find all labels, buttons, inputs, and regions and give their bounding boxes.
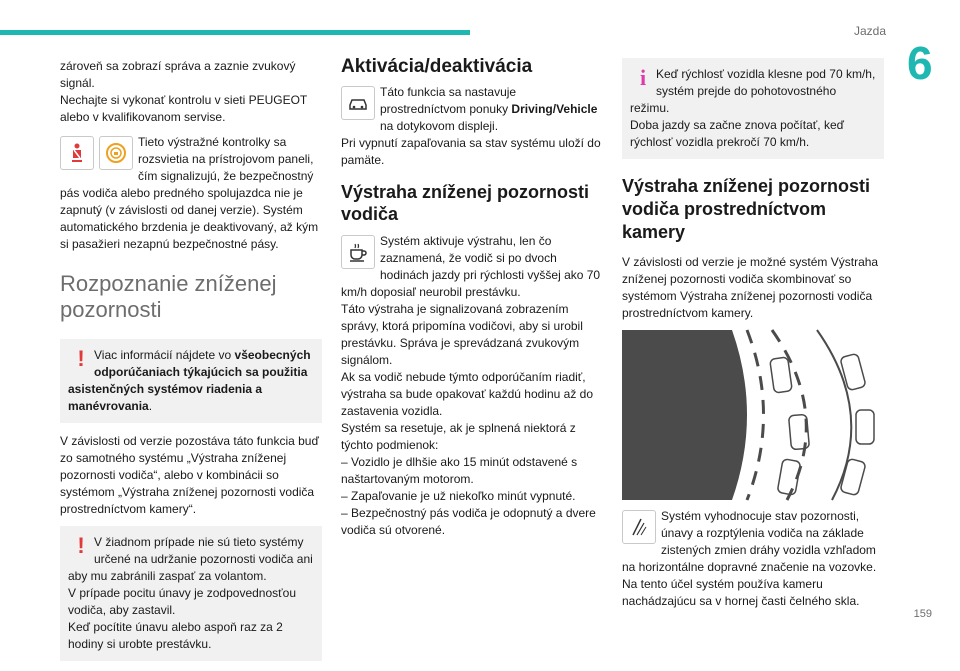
- paragraph: Systém vyhodnocuje stav pozornosti, únavy a rozptýlenia vodiča na základe zistených zmien dráhy vozidla vzhľadom na horizontálne dopravné značenie na vozovke.: [622, 509, 877, 574]
- note-text: V prípade pocitu únavy je zodpovednosťou vodiča, aby zastavil.: [68, 586, 296, 617]
- paragraph: Tieto výstražné kontrolky sa rozsvietia na prístrojovom paneli, čím signalizujú, že bezpečnostný pás vodiča alebo predného spolujazdca nie je zapnutý (v závislosti od danej verzie). Systém automatického brzdenia je deaktivovaný, až kým si pasažieri nezapnú bezpečnostné pásy.: [60, 135, 319, 251]
- coffee-cup-icon: [341, 235, 375, 269]
- paragraph: Táto funkcia sa nastavuje prostredníctvom ponuky Driving/Vehicle na dotykovom displeji.: [380, 85, 598, 133]
- warning-note: [60, 526, 322, 661]
- car-touchscreen-icon: [341, 86, 375, 120]
- section-title: Jazda: [853, 24, 886, 38]
- warning-note: [60, 339, 322, 423]
- road-illustration: [622, 330, 884, 500]
- note-text: Keď rýchlosť vozidla klesne pod 70 km/h, systém prejde do pohotovostného režimu.: [630, 67, 876, 115]
- section-heading: Rozpoznanie zníženej pozornosti: [60, 271, 277, 322]
- note-text: Viac informácií nájdete vo všeobecných odporúčaniach týkajúcich sa použitia asistenčných systémov riadenia a manévrovania.: [68, 348, 311, 413]
- touchscreen-paragraph: [341, 84, 603, 135]
- column-middle: [341, 56, 603, 539]
- paragraph: V závislosti od verzie je možné systém Výstraha zníženej pozornosti vodiča skombinovať so systémom Výstraha zníženej pozornosti vodiča prostredníctvom kamery.: [622, 255, 879, 320]
- list-item: – Zapaľovanie je už niekoľko minút vypnuté.: [341, 489, 576, 503]
- section-heading: Výstraha zníženej pozornosti vodiča prostredníctvom kamery: [622, 176, 871, 242]
- camera-paragraph: [622, 508, 884, 576]
- info-note: [622, 58, 884, 159]
- column-left: [60, 58, 322, 671]
- seatbelt-warning-icon: [60, 136, 94, 170]
- warning-mark-icon: !: [77, 346, 85, 371]
- paragraph: Pri vypnutí zapaľovania sa stav systému uloží do pamäte.: [341, 136, 601, 167]
- note-text: Keď pocítite únavu alebo aspoň raz za 2 hodiny si urobte prestávku.: [68, 620, 283, 651]
- info-mark-icon: i: [639, 65, 647, 90]
- paragraph: Ak sa vodič nebude týmto odporúčaním riadiť, výstraha sa bude opakovať každú hodinu až do zastavenia vozidla.: [341, 370, 594, 418]
- paragraph: Nechajte si vykonať kontrolu v sieti PEUGEOT alebo v kvalifikovanom servise.: [60, 93, 308, 124]
- paragraph: Táto výstraha je signalizovaná zobrazením správy, ktorá pripomína vodičovi, aby si urobil prestávku. Správa je sprevádzaná zvukovým signálom.: [341, 302, 583, 367]
- warning-mark-icon: !: [77, 533, 85, 558]
- list-item: – Bezpečnostný pás vodiča je odopnutý a dvere vodiča sú otvorené.: [341, 506, 596, 537]
- note-text: V žiadnom prípade nie sú tieto systémy určené na udržanie pozornosti vodiča ani aby mu zabránili zaspať za volantom.: [68, 535, 313, 583]
- list-item: – Vozidlo je dlhšie ako 15 minút odstavené s naštartovaným motorom.: [341, 455, 578, 486]
- coffee-paragraph: [341, 233, 603, 301]
- warning-lights-paragraph: [60, 134, 322, 253]
- top-accent-bar: [0, 30, 470, 35]
- paragraph: zároveň sa zobrazí správa a zaznie zvukový signál.: [60, 59, 296, 90]
- note-text: Doba jazdy sa začne znova počítať, keď rýchlosť vozidla prekročí 70 km/h.: [630, 118, 844, 149]
- paragraph: Systém aktivuje výstrahu, len čo zaznamená, že vodič si po dvoch hodinách jazdy pri rýchlosti vyššej ako 70 km/h doposiaľ neurobil prestávku.: [341, 234, 601, 299]
- paragraph: Na tento účel systém používa kameru nachádzajúcu sa v hornej časti čelného skla.: [622, 577, 860, 608]
- airbag-warning-icon: [99, 136, 133, 170]
- chapter-number: 6: [907, 37, 933, 89]
- section-heading: Výstraha zníženej pozornosti vodiča: [341, 182, 590, 224]
- paragraph: V závislosti od verzie pozostáva táto funkcia buď zo samotného systému „Výstraha zníženej pozornosti vodiča“, alebo v kombinácii so systémom „Výstraha zníženej pozornosti vodiča prostredníctvom kamery“.: [60, 434, 319, 516]
- steering-wheel-camera-icon: [622, 510, 656, 544]
- paragraph: Systém sa resetuje, ak je splnená niektorá z týchto podmienok:: [341, 421, 576, 452]
- section-heading: Aktivácia/deaktivácia: [341, 56, 533, 77]
- column-right: [622, 58, 884, 610]
- page-number: 159: [913, 608, 932, 620]
